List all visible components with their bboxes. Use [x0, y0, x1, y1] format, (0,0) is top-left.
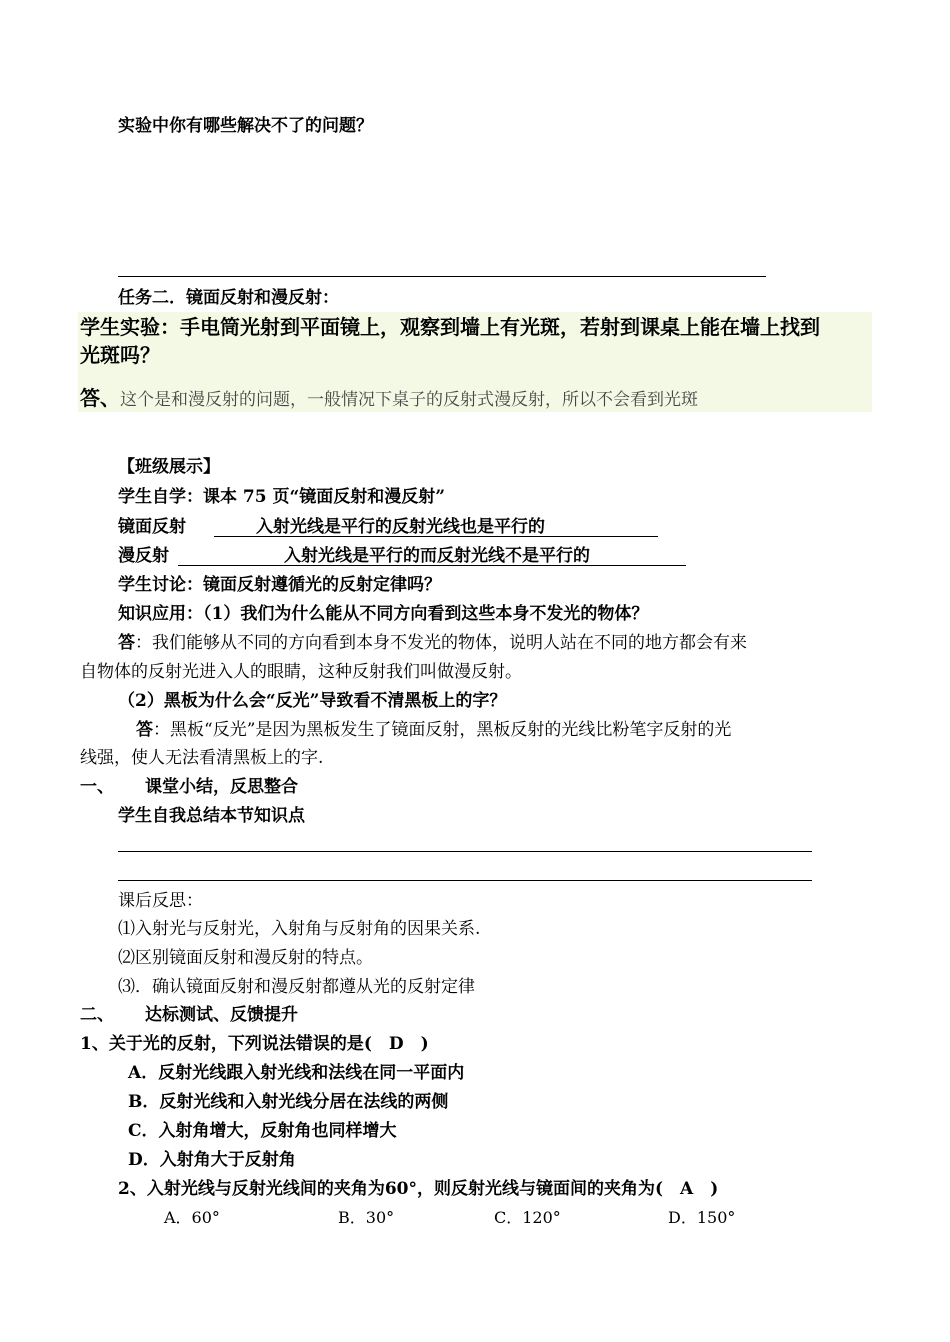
- specular-answer: 入射光线是平行的反射光线也是平行的: [256, 517, 545, 537]
- experiment-answer-text: 这个是和漫反射的问题，一般情况下桌子的反射式漫反射，所以不会看到光斑: [120, 390, 698, 410]
- summary-line-1: [118, 851, 812, 852]
- section2-number: 二、: [80, 1005, 114, 1025]
- discussion-line: 学生讨论：镜面反射遵循光的反射定律吗？: [118, 575, 441, 595]
- q2-option-a: A．60°: [164, 1208, 220, 1227]
- answer2-line1: [136, 719, 731, 741]
- answer2-line2: 线强，使人无法看清黑板上的字.: [80, 748, 324, 768]
- section1-number: 一、: [80, 777, 114, 797]
- reflection-title: 课后反思：: [118, 891, 203, 911]
- q1-option-d: D．入射角大于反射角: [128, 1150, 296, 1170]
- section2-title: 达标测试、反馈提升: [145, 1005, 298, 1025]
- answer1-line1: [118, 632, 747, 654]
- summary-line-2: [118, 880, 812, 881]
- class-show-title: 【班级展示】: [118, 457, 220, 477]
- summary-prompt: 学生自我总结本节知识点: [118, 806, 305, 826]
- experiment-answer-label: 答、: [80, 386, 120, 410]
- answer1-text-1: ：我们能够从不同的方向看到本身不发光的物体，说明人站在不同的地方都会有来: [135, 633, 747, 653]
- question-1: 1、关于光的反射，下列说法错误的是( D ): [80, 1034, 429, 1054]
- experiment-line1: 学生实验：手电筒光射到平面镜上，观察到墙上有光斑，若射到课桌上能在墙上找到: [80, 315, 820, 339]
- reflection-3: ⑶．确认镜面反射和漫反射都遵从光的反射定律: [118, 977, 475, 997]
- experiment-answer: [80, 385, 698, 413]
- q1-option-b: B．反射光线和入射光线分居在法线的两侧: [128, 1092, 449, 1112]
- specular-label: 镜面反射: [118, 517, 186, 537]
- answer1-line2: 自物体的反射光进入人的眼睛，这种反射我们叫做漫反射。: [80, 662, 522, 682]
- answer2-text-1: ：黑板“反光”是因为黑板发生了镜面反射，黑板反射的光线比粉笔字反射的光: [153, 720, 732, 740]
- section1-title: 课堂小结，反思整合: [145, 777, 298, 797]
- answer1-label: 答: [118, 633, 135, 653]
- q2-option-d: D．150°: [668, 1208, 736, 1227]
- task2-heading: 任务二．镜面反射和漫反射：: [118, 288, 339, 308]
- unsolved-question: 实验中你有哪些解决不了的问题？: [118, 116, 373, 136]
- q1-option-c: C．入射角增大，反射角也同样增大: [128, 1121, 397, 1141]
- application-q1: 知识应用：（1）我们为什么能从不同方向看到这些本身不发光的物体？: [118, 604, 649, 624]
- reflection-1: ⑴入射光与反射光，入射角与反射角的因果关系.: [118, 919, 481, 939]
- self-study-line: 学生自学：课本 75 页“镜面反射和漫反射”: [118, 487, 446, 507]
- diffuse-label: 漫反射: [118, 546, 169, 566]
- diffuse-answer: 入射光线是平行的而反射光线不是平行的: [284, 546, 590, 566]
- question-2: 2、入射光线与反射光线间的夹角为60°，则反射光线与镜面间的夹角为( A ): [118, 1179, 719, 1199]
- application-q2: （2）黑板为什么会“反光”导致看不清黑板上的字？: [118, 691, 507, 711]
- reflection-2: ⑵区别镜面反射和漫反射的特点。: [118, 948, 373, 968]
- diffuse-underline: [178, 565, 686, 566]
- q1-option-a: A．反射光线跟入射光线和法线在同一平面内: [128, 1063, 465, 1083]
- answer2-label: 答: [136, 720, 153, 740]
- specular-underline: [214, 536, 658, 537]
- experiment-line2: 光斑吗？: [80, 343, 160, 367]
- q2-option-b: B．30°: [338, 1208, 395, 1227]
- q2-option-c: C．120°: [494, 1208, 561, 1227]
- answer-line: [118, 276, 766, 277]
